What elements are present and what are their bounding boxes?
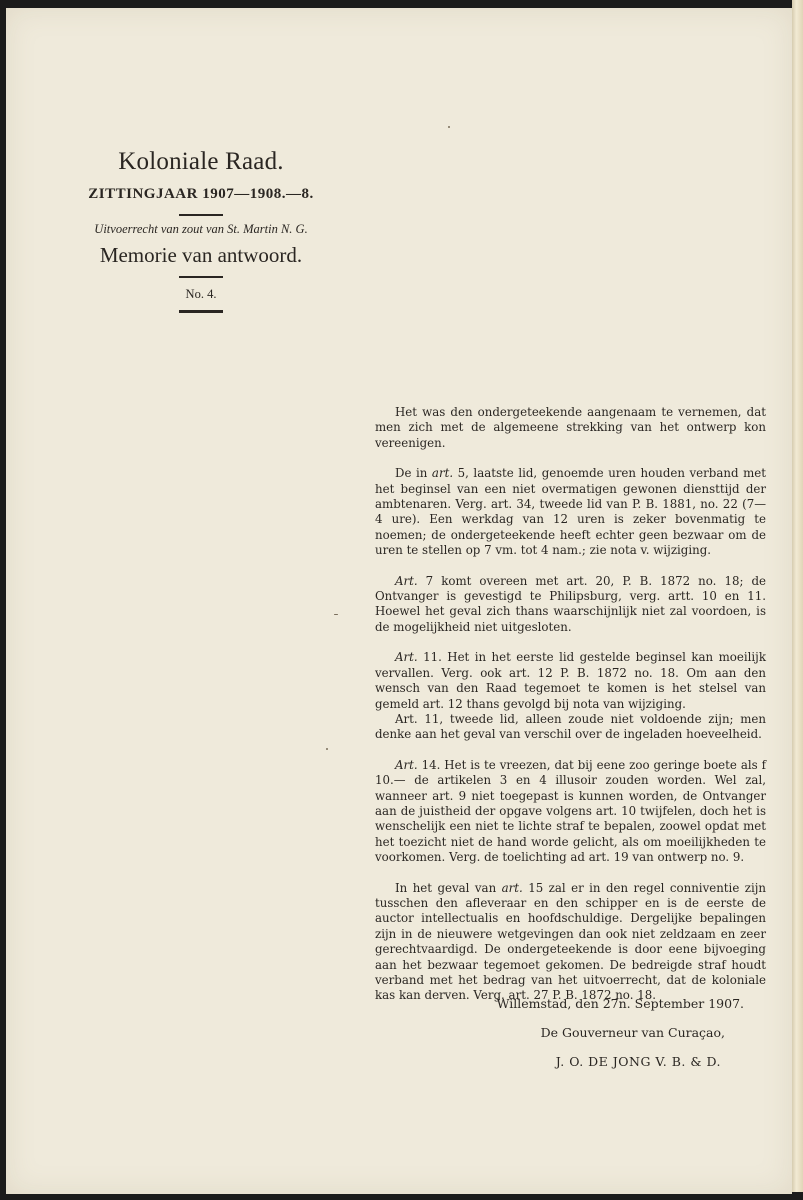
paper-speck xyxy=(326,748,328,750)
paper-speck xyxy=(448,126,450,128)
session-year: ZITTINGJAAR 1907—1908.—8. xyxy=(88,186,314,202)
closing-block xyxy=(375,996,747,1083)
signatory-name: J. O. DE JONG V. B. & D. xyxy=(555,1054,721,1069)
document-page xyxy=(6,8,792,1194)
paragraph: De in art. 5, laatste lid, genoemde uren houden verband met het beginsel van een niet overmatigen gewonen diensttijd der ambtenaren. Verg. art. 34, tweede lid van P. B. 1881, no. 22 (7—4 ure). Een werkdag van 12 uren is zeker bovenmatig te noemen; de ondergeteekende heeft echter geen bezwaar om de uren te stellen op 7 vm. tot 4 nam.; zie nota v. wijziging. xyxy=(375,466,766,558)
paragraph: Art. 7 komt overeen met art. 20, P. B. 1872 no. 18; de Ontvanger is gevestigd te Philipsburg, verg. artt. 10 en 11. Hoewel het geval zich thans waarschijnlijk niet zal voordoen, is de mogelijkheid niet uitgesloten. xyxy=(375,573,766,634)
divider-rule xyxy=(179,214,223,216)
divider-rule xyxy=(179,276,223,278)
paper-speck xyxy=(334,614,338,615)
paragraph: Art. 11. Het in het eerste lid gestelde beginsel kan moeilijk vervallen. Verg. ook art. 12 P. B. 1872 no. 18. Om aan den wensch van den Raad tegemoet te komen is het stelsel van gemeld art. 12 thans gevolgd bij nota van wijziging. xyxy=(375,650,766,711)
place-date: Willemstad, den 27n. September 1907. xyxy=(496,996,744,1011)
paragraph: Art. 14. Het is te vreezen, dat bij eene zoo geringe boete als f 10.— de artikelen 3 en 4 illusoir zouden worden. Wel zal, wanneer art. 9 niet toegepast is kunnen worden, de Ontvanger aan de juistheid der opgave volgens art. 10 twijfelen, doch het is wenschelijk een niet te lichte straf te bepalen, zoowel opdat met het toezicht niet de hand worde gelicht, als om moeilijkheden te voorkomen. Verg. de toelichting ad art. 19 van ontwerp no. 9. xyxy=(375,757,766,865)
council-title: Koloniale Raad. xyxy=(118,148,284,175)
document-number: No. 4. xyxy=(185,287,217,301)
document-type: Memorie van antwoord. xyxy=(99,243,303,267)
page-edge xyxy=(792,0,803,1192)
paragraph: Art. 11, tweede lid, alleen zoude niet voldoende zijn; men denke aan het geval van verschil over de ingeladen hoeveelheid. xyxy=(375,711,766,742)
document-body xyxy=(375,405,766,1019)
divider-rule xyxy=(179,310,223,313)
paragraph: Het was den ondergeteekende aangenaam te vernemen, dat men zich met de algemeene strekking van het ontwerp kon vereenigen. xyxy=(375,405,766,450)
document-header xyxy=(66,148,336,313)
document-subject: Uitvoerrecht van zout van St. Martin N. G. xyxy=(94,222,308,236)
signatory-role: De Gouverneur van Curaçao, xyxy=(540,1025,725,1040)
paragraph: In het geval van art. 15 zal er in den regel conniventie zijn tusschen den afleveraar en den schipper en is de eerste de auctor intellectualis en hoofdschuldige. Dergelijke bepalingen zijn in de nieuwere wetgevingen dan ook niet zeldzaam en zeer gerechtvaardigd. De ondergeteekende is door eene bijvoeging aan het bezwaar tegemoet gekomen. De bedreigde straf houdt verband met het bedrag van het uitvoerrecht, dat de koloniale kas kan derven. Verg. art. 27 P. B. 1872 no. 18. xyxy=(375,880,766,1003)
